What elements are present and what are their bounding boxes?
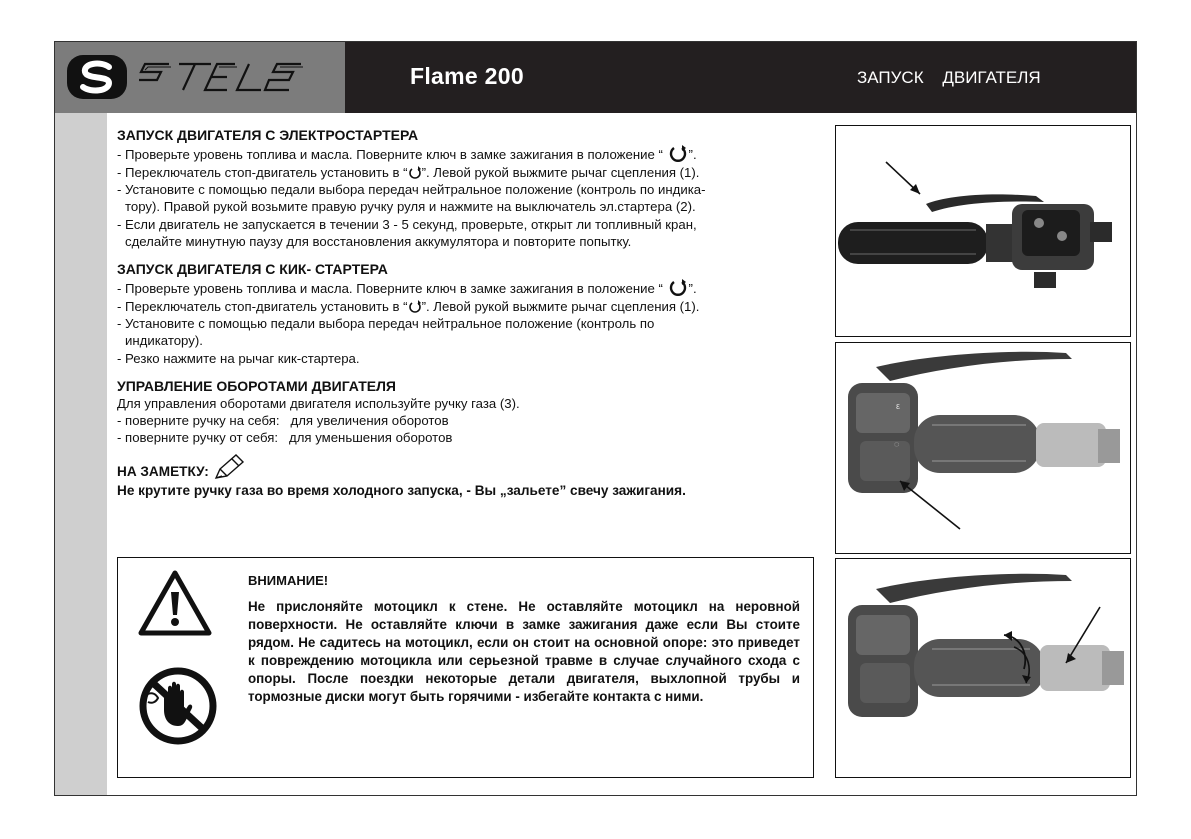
warning-box	[117, 557, 814, 778]
brand-logo-area	[55, 42, 345, 113]
electric-start-line: сделайте минутную паузу для восстановления аккумулятора и повторите попытку.	[125, 233, 632, 249]
stop-hand-icon	[138, 666, 218, 746]
kick-start-line: - Переключатель стоп-двигатель установить в “ ”. Левой рукой выжмите рычаг сцепления (1).	[117, 299, 700, 315]
left-handlebar-clutch-lever-photo	[835, 125, 1131, 337]
electric-start-line: - Установите с помощью педали выбора передач нейтральное положение (контроль по индика-	[117, 182, 706, 198]
instructions-content	[117, 126, 837, 500]
svg-text:◌: ◌	[894, 439, 900, 449]
section-title: ЗАПУСК ДВИГАТЕЛЯ	[857, 68, 1041, 87]
right-handlebar-throttle-photo	[835, 558, 1131, 778]
pencil-icon	[212, 452, 246, 482]
ignition-on-symbol-icon	[408, 300, 422, 314]
rpm-line: - поверните ручку на себя: для увеличения оборотов	[117, 413, 449, 429]
electric-start-line: - Если двигатель не запускается в течении 3 - 5 секунд, проверьте, открыт ли топливный кран,	[117, 216, 697, 232]
kick-start-title: ЗАПУСК ДВИГАТЕЛЯ С КИК- СТАРТЕРА	[117, 261, 388, 278]
ignition-on-symbol-icon	[667, 144, 689, 164]
manual-page	[54, 41, 1137, 796]
kick-start-line: - Проверьте уровень топлива и масла. Поверните ключ в замке зажигания в положение “ ”.	[117, 278, 837, 298]
page-header	[55, 42, 1136, 113]
model-name: Flame 200	[410, 63, 524, 89]
note-text: Не крутите ручку газа во время холодного запуска, - Вы „зальете” свечу зажигания.	[117, 483, 686, 499]
warning-title: ВНИМАНИЕ!	[248, 573, 329, 588]
electric-start-line: - Проверьте уровень топлива и масла. Поверните ключ в замке зажигания в положение “ ”.	[117, 144, 837, 164]
warning-triangle-icon	[138, 570, 212, 636]
kick-start-line: - Установите с помощью педали выбора передач нейтральное положение (контроль по	[117, 316, 655, 332]
svg-text:ε: ε	[896, 401, 901, 411]
ignition-on-symbol-icon	[667, 278, 689, 298]
right-handlebar-starter-switch-photo	[835, 342, 1131, 554]
stels-logo-icon	[65, 53, 129, 101]
electric-start-line: тору). Правой рукой возьмите правую ручку руля и нажмите на выключатель эл.стартера (2).	[125, 199, 696, 215]
rpm-title: УПРАВЛЕНИЕ ОБОРОТАМИ ДВИГАТЕЛЯ	[117, 377, 396, 394]
note-heading	[117, 452, 837, 482]
electric-start-line: - Переключатель стоп-двигатель установить в “ ”. Левой рукой выжмите рычаг сцепления (1).	[117, 165, 700, 180]
kick-start-line: индикатору).	[125, 333, 203, 349]
warning-text: Не прислоняйте мотоцикл к стене. Не оставляйте мотоцикл на неровной поверхности. Не оставляйте ключи в замке зажигания даже если Вы стоите рядом. Не садитесь на мотоцикл, если он стоит на основной опоре: это приведет к повреждению мотоцикла или серьезной травме в случае случайного схода с опоры. После поездки некоторые детали двигателя, выхлопной трубы и тормозные диски могут быть горячими - избегайте контакта с ними.	[248, 599, 800, 704]
left-margin-bar	[55, 113, 107, 795]
electric-start-title: ЗАПУСК ДВИГАТЕЛЯ С ЭЛЕКТРОСТАРТЕРА	[117, 127, 419, 143]
ignition-on-symbol-icon	[408, 166, 422, 180]
rpm-line: Для управления оборотами двигателя используйте ручку газа (3).	[117, 395, 520, 411]
kick-start-line: - Резко нажмите на рычаг кик-стартера.	[117, 350, 360, 366]
note-title: НА ЗАМЕТКУ:	[117, 464, 209, 480]
rpm-line: - поверните ручку от себя: для уменьшения оборотов	[117, 430, 453, 446]
